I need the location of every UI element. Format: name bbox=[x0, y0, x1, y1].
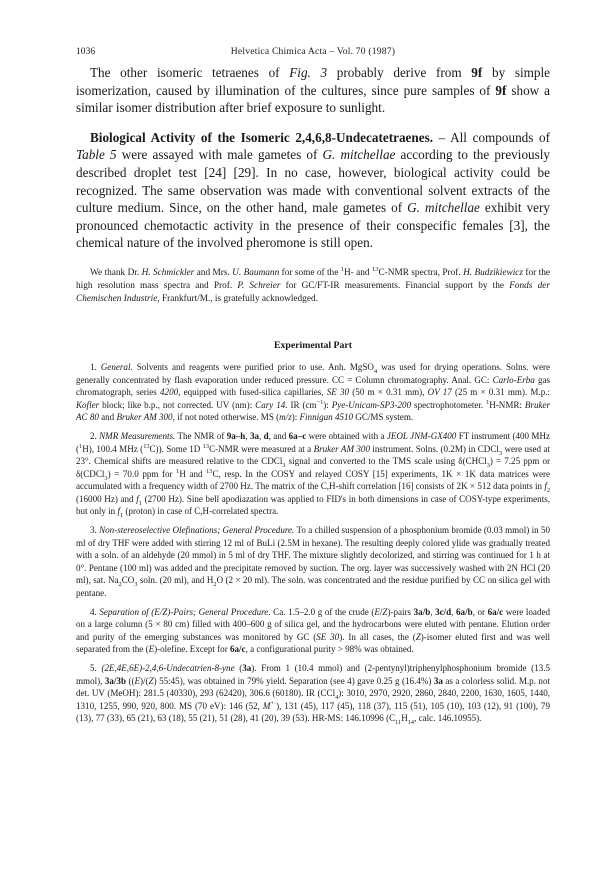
main-text bbox=[76, 64, 550, 252]
text-run: as a colorless solid. M.p. not det. UV (MeOH): 281.5 (40330), 293 (62420), 306.6 (60180). IR (CCl bbox=[76, 675, 550, 699]
text-run: ) = 7.25 ppm or δ(CDCl bbox=[76, 456, 550, 479]
text-run: O (2 × 20 ml). The soln. was concentrated and the residue purified by CC on silica gel with pentane. bbox=[76, 575, 550, 599]
text-run: C-NMR were measured at a bbox=[209, 443, 314, 454]
italic-run: Fig. 3 bbox=[289, 65, 328, 80]
text-run: , and bbox=[268, 430, 289, 441]
text-run: ( bbox=[234, 663, 243, 673]
superscript-run: 13 bbox=[206, 467, 213, 475]
italic-run: E bbox=[374, 606, 380, 617]
paragraph-isomers bbox=[76, 64, 550, 117]
section-title: Experimental Part bbox=[273, 339, 353, 351]
bold-run: 6a/c bbox=[487, 606, 504, 617]
text-run: , if not noted otherwise. MS ( bbox=[172, 412, 280, 423]
text-run: (( bbox=[125, 675, 135, 686]
subscript-run: 4 bbox=[335, 693, 339, 701]
text-run: H- and bbox=[343, 267, 372, 278]
italic-run: Z bbox=[415, 631, 421, 642]
acknowledgements bbox=[76, 267, 550, 306]
superscript-run: 13 bbox=[371, 265, 379, 273]
italic-run: General. bbox=[100, 361, 133, 372]
superscript-run: 13 bbox=[202, 442, 210, 450]
superscript-run: −1 bbox=[316, 398, 324, 406]
journal-header: Helvetica Chimica Acta – Vol. 70 (1987) bbox=[230, 46, 396, 57]
bold-run: Biological Activity of the Isomeric 2,4,6,8-Undecatetraenes. bbox=[90, 129, 434, 145]
subscript-run: 3 bbox=[498, 449, 503, 457]
text-run: , calc. 146.10955). bbox=[414, 713, 482, 724]
italic-run: P. Schreier bbox=[237, 280, 281, 291]
text-run: for some of the bbox=[279, 267, 341, 278]
text-run: H), 100.4 MHz ( bbox=[82, 443, 144, 454]
text-run: H bbox=[401, 713, 408, 724]
italic-run: U. Baumann bbox=[232, 267, 280, 278]
italic-run: Table 5 bbox=[76, 147, 117, 163]
text-run: 3. bbox=[90, 525, 100, 536]
italic-run: G. mitchellae bbox=[407, 200, 480, 216]
text-run: instrument. Solns. (0.2M) in CDCl bbox=[369, 443, 499, 454]
text-run: were assayed with male gametes of bbox=[116, 147, 323, 163]
subscript-run: 1 bbox=[119, 512, 124, 520]
italic-run: JEOL JNM-GX400 bbox=[386, 430, 457, 441]
italic-run: Pye-Unicam-SP3-200 bbox=[331, 399, 412, 410]
bold-run: 3a bbox=[433, 675, 443, 686]
text-run: ): 3010, 2970, 2920, 2860, 2840, 2200, 1630, 1605, 1440, 1310, 1255, 990, 920, 800. MS (70 eV): 146 (52, bbox=[76, 688, 550, 711]
text-run: ): bbox=[291, 412, 300, 423]
text-run: , equipped with fused-silica capillaries, bbox=[178, 387, 327, 398]
italic-run: Separation of (E/Z)-Pairs; General Procedure. bbox=[99, 606, 271, 617]
text-run: (50 m × 0.31 mm), bbox=[349, 387, 428, 398]
text-run: , bbox=[430, 606, 436, 617]
italic-run: SE 30 bbox=[326, 387, 350, 398]
text-run: were used at 23°. Chemical shifts are measured relative to the CDCl bbox=[76, 443, 550, 467]
superscript-run: 13 bbox=[143, 442, 150, 450]
text-run: , or bbox=[472, 606, 488, 617]
italic-run: Fonds der Chemischen Industrie bbox=[76, 280, 550, 304]
subscript-run: 11 bbox=[395, 719, 402, 727]
bold-run: 3a/b bbox=[413, 606, 431, 617]
bold-run: 9f bbox=[495, 82, 507, 98]
text-run: (proton) in case of C,H-correlated spectra. bbox=[123, 506, 279, 517]
running-head bbox=[76, 46, 550, 64]
text-run: gas chromatograph, series bbox=[76, 374, 550, 398]
italic-run: E bbox=[148, 644, 155, 655]
bold-run: 9f bbox=[471, 65, 483, 80]
italic-run: Finnigan 4510 bbox=[299, 412, 354, 423]
text-run: ), 131 (45), 117 (45), 118 (37), 115 (51), 105 (10), 103 (12), 91 (100), 79 (13), 77 (33), 65 (21), 63 (18), 55 (21), 51 (28), 41 (20), 39 (53). HR-MS: 146.10996 (C bbox=[76, 700, 550, 724]
bold-run: d bbox=[263, 430, 269, 441]
exp-nmr-measurements bbox=[76, 430, 550, 518]
text-run: Ca. 1.5–2.0 g of the crude ( bbox=[270, 606, 375, 617]
text-run: , Frankfurt/M., is gratefully acknowledged. bbox=[157, 293, 318, 304]
superscript-run: +· bbox=[270, 699, 277, 707]
text-run: block; like b.p., not corrected. UV (nm): bbox=[99, 399, 256, 410]
italic-run: Carlo-Erba bbox=[492, 374, 535, 385]
text-run: 4. bbox=[90, 606, 100, 617]
italic-run: Bruker AM 300 bbox=[313, 443, 370, 454]
text-run: Solvents and reagents were purified prior to use. Anh. MgSO bbox=[132, 361, 374, 372]
text-run: )/( bbox=[140, 675, 149, 686]
text-run: 1. bbox=[90, 361, 101, 372]
italic-run: (2E,4E,6E)-2,4,6-Undecatrien-8-yne bbox=[101, 663, 235, 673]
bold-run: 9a–h bbox=[226, 430, 246, 441]
superscript-run: 1 bbox=[176, 467, 180, 475]
text-run: To a chilled suspension of a phosphonium bromide (0.03 mmol) in 50 ml of dry THF were added with stirring 12 ml of BuLi (2.5M in hexane). The resulting deeply colored ylide was gradually treated with a soln. of an aldehyde (20 mmol) in 5 ml of dry THF. The mixture slightly decolorized, and stirring was continued for 1 h at 0°. Pentane (100 ml) was added and the precipitate removed by suction. The org. layer was successively washed with 2N HCl (20 ml), sat. Na bbox=[76, 525, 550, 586]
text-run: FT instrument (400 MHz ( bbox=[76, 430, 550, 454]
text-run: and Mrs. bbox=[194, 267, 233, 278]
subscript-run: 3 bbox=[282, 461, 286, 469]
italic-run: OV 17 bbox=[427, 387, 452, 398]
text-run: 2. bbox=[90, 430, 100, 441]
subscript-run: 2 bbox=[546, 487, 550, 495]
text-run: C, resp. In the COSY and relayed COSY [15] experiments, 1K × 1K data matrices were accumulated with a frequency width of 2700 Hz. The matrix of the C,H-shift correlation [16] consists of 2K × 512 data points in bbox=[76, 468, 550, 492]
text-run: , bbox=[451, 606, 457, 617]
italic-run: f bbox=[544, 481, 547, 492]
text-run: and bbox=[98, 412, 117, 423]
text-run: 5. bbox=[90, 663, 102, 673]
text-run: for GC/FT-IR measurements. Financial support by the bbox=[280, 280, 510, 291]
subscript-run: 2 bbox=[118, 581, 122, 589]
italic-run: H. Schmickler bbox=[141, 267, 195, 278]
text-run: . IR (cm bbox=[285, 399, 317, 410]
text-run: ) 55:45), was obtained in 79% yield. Separation (see 4) gave 0.25 g (16.4%) bbox=[153, 675, 434, 686]
paragraph-biological-activity bbox=[76, 129, 550, 252]
exp-compound-3a bbox=[76, 662, 550, 725]
text-run: H and bbox=[179, 468, 207, 479]
page-number: 1036 bbox=[76, 46, 96, 57]
italic-run: Bruker AC 80 bbox=[76, 399, 551, 423]
italic-run: G. mitchellae bbox=[322, 147, 396, 163]
experimental-section bbox=[76, 361, 550, 725]
bold-run: 3c/d bbox=[435, 606, 452, 617]
text-run: We thank Dr. bbox=[90, 267, 142, 278]
bold-run: 3a bbox=[249, 430, 259, 441]
bold-run: 6a/b bbox=[456, 606, 473, 617]
text-run: spectrophotometer. bbox=[411, 399, 487, 410]
text-run: C-NMR spectra, Prof. bbox=[378, 267, 464, 278]
bold-run: 6a/c bbox=[229, 644, 246, 655]
subscript-run: 14 bbox=[407, 719, 415, 727]
text-run: ): bbox=[323, 399, 332, 410]
text-run: )-isomer eluted first and was well separated from the ( bbox=[76, 631, 550, 655]
superscript-run: 1 bbox=[79, 442, 83, 450]
text-run: )-olefine. Except for bbox=[154, 644, 230, 655]
text-run: by simple isomerization, caused by illumination of the cultures, since pure samples of bbox=[76, 65, 550, 98]
text-run: )-pairs bbox=[387, 606, 414, 617]
italic-run: f bbox=[136, 493, 139, 504]
italic-run: Z bbox=[382, 606, 388, 617]
italic-run: SE 30 bbox=[316, 631, 340, 642]
subscript-run: 4 bbox=[373, 367, 378, 375]
text-run: ) = 70.0 ppm for bbox=[107, 468, 177, 479]
italic-run: f bbox=[117, 506, 120, 517]
text-run: C)). Some 1D bbox=[149, 443, 203, 454]
text-run: – All compounds of bbox=[433, 129, 550, 145]
italic-run: Kofler bbox=[76, 399, 100, 410]
text-run: exhibit very pronounced chemotactic activity in the presence of their conspecific females [3], the chemical nature of the involved pheromone is still open. bbox=[76, 200, 551, 251]
text-run: signal and converted to the TMS scale using δ(CHCl bbox=[285, 456, 487, 467]
bold-run: 3a bbox=[242, 663, 252, 673]
italic-run: Cary 14 bbox=[255, 399, 286, 410]
text-run: (16000 Hz) and bbox=[76, 493, 137, 504]
italic-run: 4200 bbox=[160, 387, 179, 398]
superscript-run: 1 bbox=[486, 398, 490, 406]
superscript-run: 1 bbox=[340, 265, 344, 273]
text-run: GC/MS system. bbox=[353, 412, 414, 423]
text-run: , a configurational purity > 98% was obtained. bbox=[245, 644, 414, 655]
text-run: were obtained with a bbox=[306, 430, 387, 441]
subscript-run: 1 bbox=[138, 499, 142, 507]
subscript-run: 3 bbox=[486, 461, 490, 469]
italic-run: Z bbox=[148, 675, 154, 686]
subscript-run: 3 bbox=[134, 581, 138, 589]
text-run: The NMR of bbox=[175, 430, 227, 441]
text-run: (25 m × 0.31 mm). M.p.: bbox=[451, 387, 551, 398]
text-run: / bbox=[379, 606, 383, 617]
bold-run: 3a/3b bbox=[104, 675, 126, 686]
text-run: according to the previously described droplet test [24] [29]. In no case, however, biological activity could be recognized. The same observation was made with conventional solvent extracts of the culture medium. Since, on the other hand, male gametes of bbox=[76, 147, 551, 216]
text-run: ). From 1 (10.4 mmol) and (2-pentynyl)triphenylphosphonium bromide (13.5 mmol), bbox=[76, 663, 550, 686]
text-run: The other isomeric tetraenes of bbox=[90, 65, 290, 80]
text-run: for the high resolution mass spectra and Prof. bbox=[76, 267, 550, 291]
exp-general bbox=[76, 361, 550, 424]
text-run: ). In all cases, the ( bbox=[339, 631, 416, 642]
text-run: (2700 Hz). Sine bell apodiazation was applied to FID's in both dimensions in case of COSY-type experiments, but only in bbox=[76, 493, 550, 517]
text-run: was used for drying operations. Solns. were generally concentrated by flash evaporation under reduced pressure. CC = Column chromatography. Anal. GC: bbox=[76, 361, 550, 385]
exp-separation bbox=[76, 606, 550, 656]
italic-run: M bbox=[262, 700, 271, 711]
text-run: , bbox=[258, 430, 264, 441]
subscript-run: 2 bbox=[213, 581, 217, 589]
italic-run: NMR Measurements. bbox=[99, 430, 176, 441]
text-run: CO bbox=[121, 575, 135, 586]
bold-run: 6a–c bbox=[288, 430, 307, 441]
text-run: probably derive from bbox=[327, 65, 472, 80]
subscript-run: 3 bbox=[104, 474, 108, 482]
italic-run: Non-stereoselective Olefinations; General Procedure. bbox=[99, 525, 295, 536]
text-run: H-NMR: bbox=[489, 399, 525, 410]
exp-olefinations bbox=[76, 524, 550, 600]
italic-run: Bruker AM 300 bbox=[116, 412, 173, 423]
italic-run: E bbox=[134, 675, 141, 686]
text-run: were loaded on a large column (5 × 80 cm) filled with 400–600 g of silica gel, and the hydrocarbons were eluted with pentane. Elution order and purity of the emerging substances was monitored by GC ( bbox=[76, 606, 551, 642]
text-run: , bbox=[245, 430, 250, 441]
italic-run: m/z bbox=[279, 412, 292, 423]
italic-run: H. Budzikiewicz bbox=[463, 267, 524, 278]
text-run: soln. (20 ml), and H bbox=[137, 575, 214, 586]
text-run: show a similar isomer distribution after brief exposure to sunlight. bbox=[76, 82, 551, 116]
